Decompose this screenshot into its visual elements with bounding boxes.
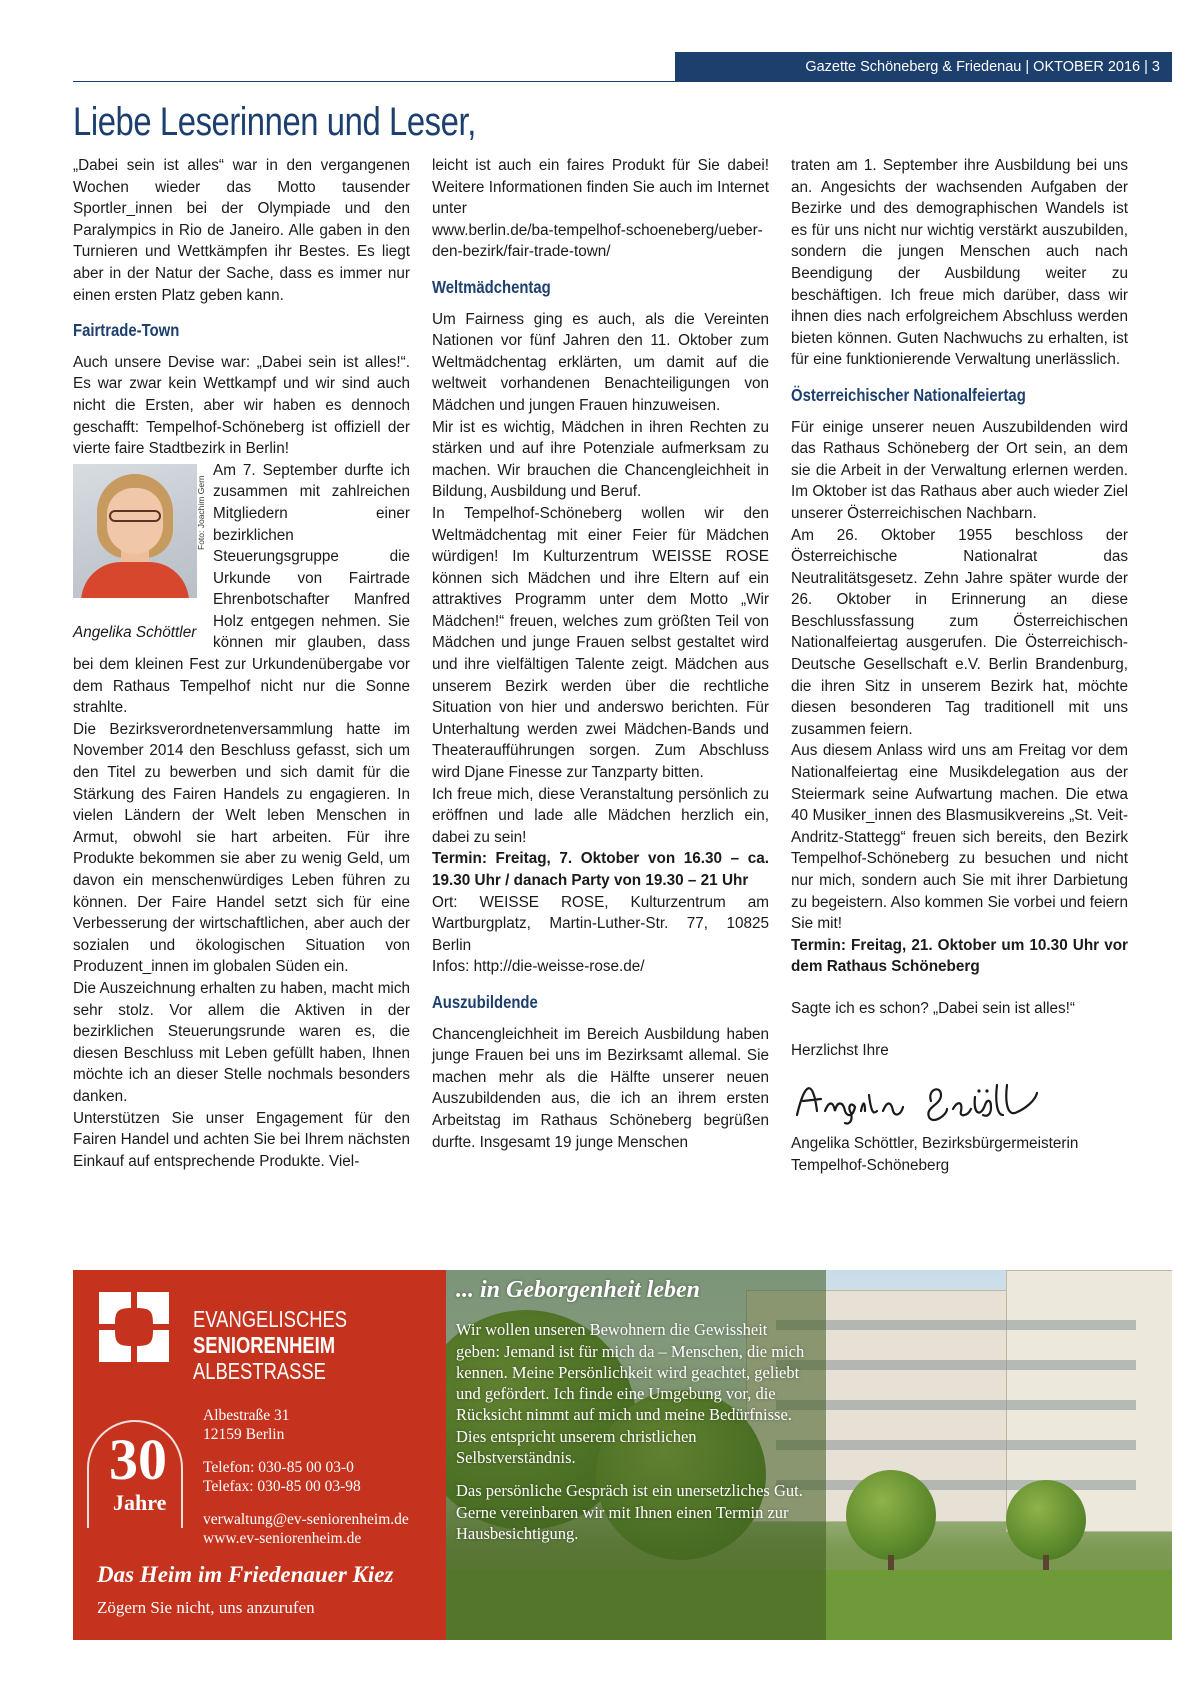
signature-image bbox=[791, 1071, 1051, 1127]
greeting: Herzlichst Ihre bbox=[791, 1041, 889, 1059]
col3-paragraph: Am 26. Oktober 1955 beschloss der Österreichische Nationalrat das Neutralitätsgesetz. Zehn Jahre später wurde der 26. Oktober in Erinnerung an diese Beschlussfassung zum Österreichischen Nationalfeiertag ausgerufen. Die Österreichisch-Deutsche Gesellschaft e.V. Berlin Brandenburg, die ihren Sitz in unserem Bezirk hat, möchte diesen besonderen Tag traditionell mit uns zusammen feiern. bbox=[791, 526, 1128, 738]
subheading-nationalfeiertag: Österreichischer Nationalfeiertag bbox=[791, 384, 1026, 405]
anniversary-label: Jahre bbox=[113, 1490, 167, 1515]
col2-paragraph: In Tempelhof-Schöneberg wollen wir den Weltmädchentag mit einer Feier für Mädchen würdigen! Im Kulturzentrum WEISSE ROSE können sich Mädchen und ihre Eltern auf ein attraktives Programm unter dem Motto „Wir Mädchen!“ freuen, welches zum größten Teil von Mädchen und junge Frauen selbst gestaltet wird und ihre vielfältigen Talente zeigt. Mädchen aus unserem Bezirk werden über die rechtliche Situation von hier und anderswo berichten. Für Unterhaltung werden zwei Mädchen-Bands und Theateraufführungen sorgen. Zum Abschluss wird Djane Finesse zur Tanzparty bitten. bbox=[432, 504, 769, 782]
col1-paragraph: Die Auszeichnung erhalten zu haben, macht mich sehr stolz. Vor allem die Aktiven in der bezirklichen Steuerungsrunde waren es, die diesen Beschluss mit Leben gefüllt haben, Ihnen möchte ich an dieser Stelle nochmals besonders danken. bbox=[73, 979, 410, 1105]
header-rule bbox=[73, 81, 1172, 82]
signature-district: Tempelhof-Schöneberg bbox=[791, 1156, 950, 1174]
ad-web-link[interactable]: www.ev-seniorenheim.de bbox=[203, 1530, 362, 1547]
column-1 bbox=[73, 155, 410, 1172]
portrait-photo bbox=[73, 464, 197, 598]
photo-credit: Foto: Joachim Gern bbox=[196, 475, 206, 550]
col1-paragraph: Unterstützen Sie unser Engagement für den Fairen Handel und achten Sie bei Ihrem nächsten Einkauf auf entsprechende Produkte. Viel- bbox=[73, 1109, 410, 1170]
col2-paragraph: Um Fairness ging es auch, als die Vereinten Nationen vor fünf Jahren den 11. Oktober zum Weltmädchentag erklärten, um damit auf die weltweit vorhandenen Benachteiligungen von Mädchen und jungen Frauen hinzuweisen. bbox=[432, 310, 769, 414]
ad-contact-block: Albestraße 31 12159 Berlin Telefon: 030-85 00 03-0 Telefax: 030-85 00 03-98 verwaltung@ev-seniorenheim.de www.ev-seniorenheim.de bbox=[203, 1407, 409, 1547]
photo-caption: Angelika Schöttler bbox=[73, 623, 197, 641]
col3-paragraph: traten am 1. September ihre Ausbildung bei uns an. Angesichts der wachsenden Aufgaben der Bezirke und des demographischen Wandels ist es für uns nicht nur wichtig verstärkt auszubilden, sondern die jungen Menschen auch nach Beendigung der Ausbildung weiter zu beschäftigen. Ich freue mich darüber, dass wir ihnen dies nach erfolgreichem Abschluss werden bieten können. Guten Nachwuchs zu erhalten, ist für eine funktionierende Verwaltung unerlässlich. bbox=[791, 157, 1128, 369]
col2-paragraph: Mir ist es wichtig, Mädchen in ihren Rechten zu stärken und auf ihre Potenziale aufmerksam zu machen. Wir brauchen die Chancengleichheit in Bildung, Ausbildung und Beruf. bbox=[432, 418, 769, 501]
col1-paragraph: Am 7. September durfte ich zusammen mit zahlreichen Mitgliedern einer bezirklichen Steuerungsgruppe die Urkunde von Fairtrade Ehrenbotschafter Manfred Holz entgegen nehmen. Sie können mir glauben, dass bei dem kleinen Fest zur Urkundenübergabe vor dem Rathaus Tempelhof nicht nur die Sonne strahlte. bbox=[73, 461, 410, 717]
advertisement bbox=[73, 1270, 1172, 1640]
ad-slogan: Das Heim im Friedenauer Kiez bbox=[97, 1562, 394, 1587]
subheading-weltmaedchentag: Weltmädchentag bbox=[432, 276, 551, 297]
page-header-bar bbox=[675, 52, 1172, 82]
col3-closing: Sagte ich es schon? „Dabei sein ist alles!“ bbox=[791, 999, 1075, 1017]
event-info-link[interactable]: Infos: http://die-weisse-rose.de/ bbox=[432, 958, 645, 976]
ad-cta: Zögern Sie nicht, uns anzurufen bbox=[97, 1598, 315, 1617]
event-location: Ort: WEISSE ROSE, Kulturzentrum am Wartburgplatz, Martin-Luther-Str. 77, 10825 Berlin bbox=[432, 893, 769, 954]
col1-paragraph: „Dabei sein ist alles“ war in den vergangenen Wochen wieder das Motto tausender Sportler_innen bei der Olympiade und den Paralympics in Rio de Janeiro. Alle gaben in den Turnieren und Wettkämpfen ihr Bestes. Es liegt aber in der Natur der Sache, dass es immer nur einen ersten Platz geben kann. bbox=[73, 157, 410, 304]
col1-paragraph: Die Bezirksverordnetenversammlung hatte im November 2014 den Beschluss gefasst, sich um den Titel zu bewerben und sich damit für die Stärkung des Fairen Handels zu engagieren. In vielen Ländern der Welt leben Menschen in Armut, obwohl sie hart arbeiten. Für ihre Produkte bekommen sie aber zu wenig Geld, um davon ein menschenwürdiges Leben führen zu können. Der Faire Handel setzt sich für eine Verbesserung der wirtschaftlichen, aber auch der sozialen und ökologischen Situation von Produzent_innen im globalen Süden ein. bbox=[73, 720, 410, 976]
seniorenheim-logo-icon bbox=[95, 1288, 173, 1366]
ad-email-link[interactable]: verwaltung@ev-seniorenheim.de bbox=[203, 1511, 409, 1528]
page-headline: Liebe Leserinnen und Leser, bbox=[73, 100, 476, 144]
event-termin-2: Termin: Freitag, 21. Oktober um 10.30 Uhr vor dem Rathaus Schöneberg bbox=[791, 936, 1128, 976]
ad-text: Das persönliche Gespräch ist ein unersetzliches Gut. Gerne vereinbaren wir mit Ihnen einen Termin zur Hausbesichtigung. bbox=[456, 1481, 803, 1543]
ad-headline: ... in Geborgenheit leben bbox=[456, 1277, 700, 1303]
column-3 bbox=[791, 155, 1128, 1176]
ad-institution-name: EVANGELISCHES SENIORENHEIM ALBESTRASSE bbox=[193, 1306, 348, 1384]
col2-paragraph: Chancengleichheit im Bereich Ausbildung haben junge Frauen bei uns im Bezirksamt allemal. Sie machen mehr als die Hälfte unserer neuen Auszubildenden aus, die ich an ihrem ersten Arbeitstag im Rathaus Schöneberg begrüßen durfte. Insgesamt 19 junge Menschen bbox=[432, 1025, 769, 1151]
col3-paragraph: Aus diesem Anlass wird uns am Freitag vor dem Nationalfeiertag eine Musikdelegation aus der Steiermark seine Aufwartung machen. Die etwa 40 Musiker_innen des Blasmusikvereins „St. Veit-Andritz-Stattegg“ freuen sich bereits, den Bezirk Tempelhof-Schöneberg zu besuchen und nicht nur mich, sondern auch Sie mit ihrer Darbietung zu begeistern. Also kommen Sie vorbei und feiern Sie mit! bbox=[791, 742, 1128, 933]
subheading-fairtrade: Fairtrade-Town bbox=[73, 320, 180, 341]
portrait-figure bbox=[73, 464, 205, 648]
anniversary-number: 30 bbox=[109, 1427, 167, 1492]
col1-paragraph: Auch unsere Devise war: „Dabei sein ist alles!“. Es war zwar kein Wettkampf und wir sind auch nicht die Ersten, aber wir haben es dennoch geschafft: Tempelhof-Schöneberg ist offiziell der vierte faire Stadtbezirk in Berlin! bbox=[73, 353, 410, 458]
page-header-text: Gazette Schöneberg & Friedenau | OKTOBER 2016 | 3 bbox=[805, 59, 1160, 75]
col3-paragraph: Für einige unserer neuen Auszubildenden wird das Rathaus Schöneberg der Ort sein, an dem sie die Arbeit in der Verwaltung erlernen werden. Im Oktober ist das Rathaus aber auch wieder Ziel unserer Österreichischen Nachbarn. bbox=[791, 418, 1128, 522]
fair-trade-link[interactable]: www.berlin.de/ba-tempelhof-schoeneberg/ueber-den-bezirk/fair-trade-town/ bbox=[432, 221, 763, 261]
ad-photo-panel bbox=[446, 1270, 1172, 1640]
ad-text-box bbox=[456, 1277, 806, 1556]
subheading-auszubildende: Auszubildende bbox=[432, 991, 538, 1012]
col2-paragraph: Ich freue mich, diese Veranstaltung persönlich zu eröffnen und lade alle Mädchen herzlich ein, dabei zu sein! bbox=[432, 785, 769, 846]
signature-name: Angelika Schöttler, Bezirksbürgermeisterin bbox=[791, 1135, 1079, 1153]
event-termin: Termin: Freitag, 7. Oktober von 16.30 – ca. 19.30 Uhr / danach Party von 19.30 – 21 Uhr bbox=[432, 850, 769, 889]
ad-left-panel bbox=[73, 1270, 446, 1640]
col2-paragraph: leicht ist auch ein faires Produkt für Sie dabei! Weitere Informationen finden Sie auch im Internet unter bbox=[432, 157, 769, 218]
column-2 bbox=[432, 155, 769, 1153]
ad-text: Wir wollen unseren Bewohnern die Gewissheit geben: Jemand ist für mich da – Menschen, die mich kennen. Meine Persönlichkeit wird geachtet, geliebt und gefördert. Ich finde eine Umgebung vor, die Rücksicht nimmt auf mich und meine Bedürfnisse. Dies entspricht unserem christlichen Selbstverständnis. bbox=[456, 1320, 805, 1468]
